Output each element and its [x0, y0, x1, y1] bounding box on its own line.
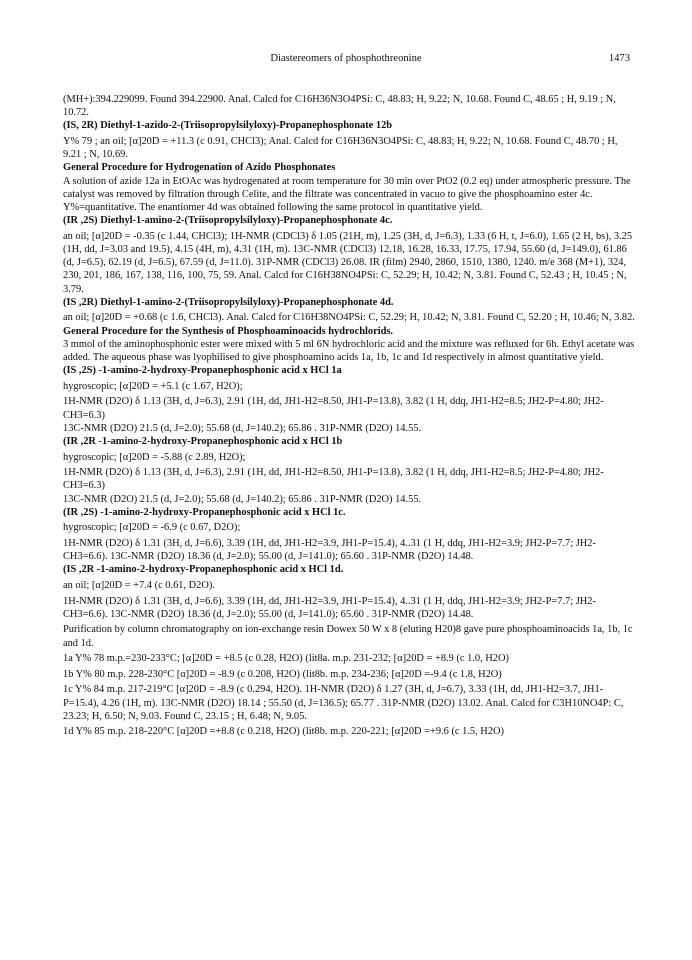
section-heading: (IS, 2R) Diethyl-1-azido-2-(Triisopropylsilyloxy)-Propanephosphonate 12b [63, 120, 393, 132]
paragraph: hygroscopic; [α]20D = -6.9 (c 0.67, D2O); [63, 522, 241, 534]
paragraph: (MH+):394.229099. Found 394.22900. Anal. Calcd for C16H36N3O4PSi: C, 48.83; H, 9.22; N, 10.68. Found C, 48.65 ; H, 9.19 ; N, 10.72. [63, 94, 616, 119]
paragraph: an oil; [α]20D = +7.4 (c 0.61, D2O). [63, 580, 215, 592]
paragraph: 1H-NMR (D2O) δ 1.31 (3H, d, J=6.6), 3.39 (1H, dd, JH1-H2=3.9, JH1-P=15.4), 4..31 (1 H, ddq, JH1-H2=3.9; JH2-P=7.7; JH2-CH3=6.6). 13C-NMR (D2O) 18.36 (d, J=2.0); 55.00 (d, J=141.0); 65.60 . 31P-NMR (D2O) 14.48. [63, 595, 596, 620]
paragraph: Y% 79 ; an oil; [α]20D = +11.3 (c 0.91, CHCl3); Anal. Calcd for C16H36N3O4PSi: C, 48.83; H, 9.22; N, 10.68. Found C, 48.70 ; H, 9.21 ; N, 10.69. [63, 136, 618, 161]
section-heading: General Procedure for Hydrogenation of Azido Phosphonates [63, 162, 336, 174]
page-number: 1473 [608, 53, 630, 64]
paragraph: an oil; [α]20D = +0.68 (c 1.6, CHCl3). Anal. Calcd for C16H38NO4PSi: C, 52.29; H, 10.42; N, 3.81. Found C, 52.20 ; H, 10.46; N, 3.82. [63, 312, 635, 324]
section-heading: (IR ,2S) Diethyl-1-amino-2-(Triisopropylsilyloxy)-Propanephosphonate 4c. [63, 215, 393, 227]
paragraph: 1H-NMR (D2O) δ 1.31 (3H, d, J=6.6), 3.39 (1H, dd, JH1-H2=3.9, JH1-P=15.4), 4..31 (1 H, ddq, JH1-H2=3.9; JH2-P=7.7; JH2-CH3=6.6). 13C-NMR (D2O) 18.36 (d, J=2.0); 55.00 (d, J=141.0); 65.60 . 31P-NMR (D2O) 14.48. [63, 538, 596, 563]
paragraph: hygroscopic; [α]20D = +5.1 (c 1.67, H2O); [63, 380, 243, 392]
section-heading: (IS ,2R -1-amino-2-hydroxy-Propanephosphonic acid x HCl 1d. [63, 564, 344, 576]
article-body [63, 93, 638, 739]
running-header [0, 53, 692, 67]
paragraph: hygroscopic; [α]20D = -5.88 (c 2.89, H2O); [63, 451, 246, 463]
section-heading: General Procedure for the Synthesis of Phosphoaminoacids hydrochlorids. [63, 325, 394, 337]
running-title: Diastereomers of phosphothreonine [270, 53, 422, 64]
paragraph: A solution of azide 12a in EtOAc was hydrogenated at room temperature for 30 min over PtO2 (0.2 eq) under atmospheric pressure. The catalyst was removed by filtration through Celite, and the filtrate was concentrated in vacuo to give the phosphoamino ester 4c. Y%=quantitative. The enantiomer 4d was obtained following the same protocol in quantitative yield. [63, 175, 631, 214]
section-heading: (IS ,2R) Diethyl-1-amino-2-(Triisopropylsilyloxy)-Propanephosphonate 4d. [63, 296, 394, 308]
paragraph: 3 mmol of the aminophosphonic ester were mixed with 5 ml 6N hydrochloric acid and the mixture was refluxed for 6h. Ethyl acetate was added. The aqueous phase was lyophilised to give phosphoamino acids 1a, 1b, 1c and 1d respectively in almost quantitative yield. [63, 338, 635, 364]
paragraph: 13C-NMR (D2O) 21.5 (d, J=2.0); 55.68 (d, J=140.2); 65.86 . 31P-NMR (D2O) 14.55. [63, 422, 422, 434]
paragraph: 1H-NMR (D2O) δ 1.13 (3H, d, J=6.3), 2.91 (1H, dd, JH1-H2=8.50, JH1-P=13.8), 3.82 (1 H, ddq, JH1-H2=8.5; JH2-P=4.80; JH2-CH3=6.3) [63, 467, 604, 492]
paragraph: Purification by column chromatography on ion-exchange resin Dowex 50 W x 8 (eluting H20)8 gave pure phosphoaminoacids 1a, 1b, 1c and 1d. [63, 624, 633, 649]
paragraph: 1d Y% 85 m.p. 218-220°C [α]20D =+8.8 (c 0.218, H2O) (lit8b. m.p. 220-221; [α]20D =+9.6 (c 1.5, H2O) [63, 726, 504, 738]
paragraph: 1H-NMR (D2O) δ 1.13 (3H, d, J=6.3), 2.91 (1H, dd, JH1-H2=8.50, JH1-P=13.8), 3.82 (1 H, ddq, JH1-H2=8.5; JH2-P=4.80; JH2-CH3=6.3) [63, 396, 604, 421]
section-heading: (IR ,2R -1-amino-2-hydroxy-Propanephosphonic acid x HCl 1b [63, 436, 343, 448]
paragraph: 1a Y% 78 m.p.=230-233°C; [α]20D = +8.5 (c 0.28, H2O) (lit8a. m.p. 231-232; [α]20D = +8.9 (c 1.0, H2O) [63, 653, 509, 665]
paragraph: 1c Y% 84 m.p. 217-219°C [α]20D = -8.9 (c 0.294, H2O). 1H-NMR (D2O) δ 1.27 (3H, d, J=6.7), 3.33 (1H, dd, JH1-H2=3.7, JH1-P=15.4), 4.26 (1H, m). 13C-NMR (D2O) 18.14 ; 55.50 (d, J=136.5); 65.77 . 31P-NMR (D2O) 13.02. Anal. Calcd for C3H10NO4P: C, 23.23; H, 6.50; N, 9.03. Found C, 23.15 ; H, 6.48; N, 9.05. [63, 684, 624, 722]
section-heading: (IR ,2S) -1-amino-2-hydroxy-Propanephosphonic acid x HCl 1c. [63, 506, 346, 518]
section-heading: (IS ,2S) -1-amino-2-hydroxy-Propanephosphonic acid x HCl 1a [63, 365, 342, 377]
paragraph: 13C-NMR (D2O) 21.5 (d, J=2.0); 55.68 (d, J=140.2); 65.86 . 31P-NMR (D2O) 14.55. [63, 493, 422, 505]
paragraph: an oil; [α]20D = -0.35 (c 1.44, CHCl3); 1H-NMR (CDCl3) δ 1.05 (21H, m), 1.25 (3H, d, J=6.3), 1.33 (6 H, t, J=6.0), 1.65 (2 H, bs), 3.25 (1H, dd, J=3.03 and 19.5), 4.15 (4H, m), 4.31 (1H, m). 13C-NMR (CDCl3) 12.18, 16.28, 16.33, 17.75, 17.94, 55.60 (d, J=149.0), 61.86 (d, J=6.5), 62.19 (d, J=6.5), 67.59 (d, J=11.0). 31P-NMR (CDCl3) 26.08. IR (film) 2940, 2860, 1510, 1380, 1240. m/e 368 (M+1), 324, 230, 201, 186, 167, 138, 116, 100, 75, 59. Anal. Calcd for C16H38NO4PSi: C, 52.29; H, 10.42; N, 3.81. Found C, 52.43 ; H, 10.45 ; N, 3.79. [63, 230, 633, 295]
paragraph: 1b Y% 80 m.p. 228-230°C [α]20D = -8.9 (c 0.208, H2O) (lit8b. m.p. 234-236; [α]20D =-9.4 (c 1.8, H2O) [63, 668, 502, 680]
